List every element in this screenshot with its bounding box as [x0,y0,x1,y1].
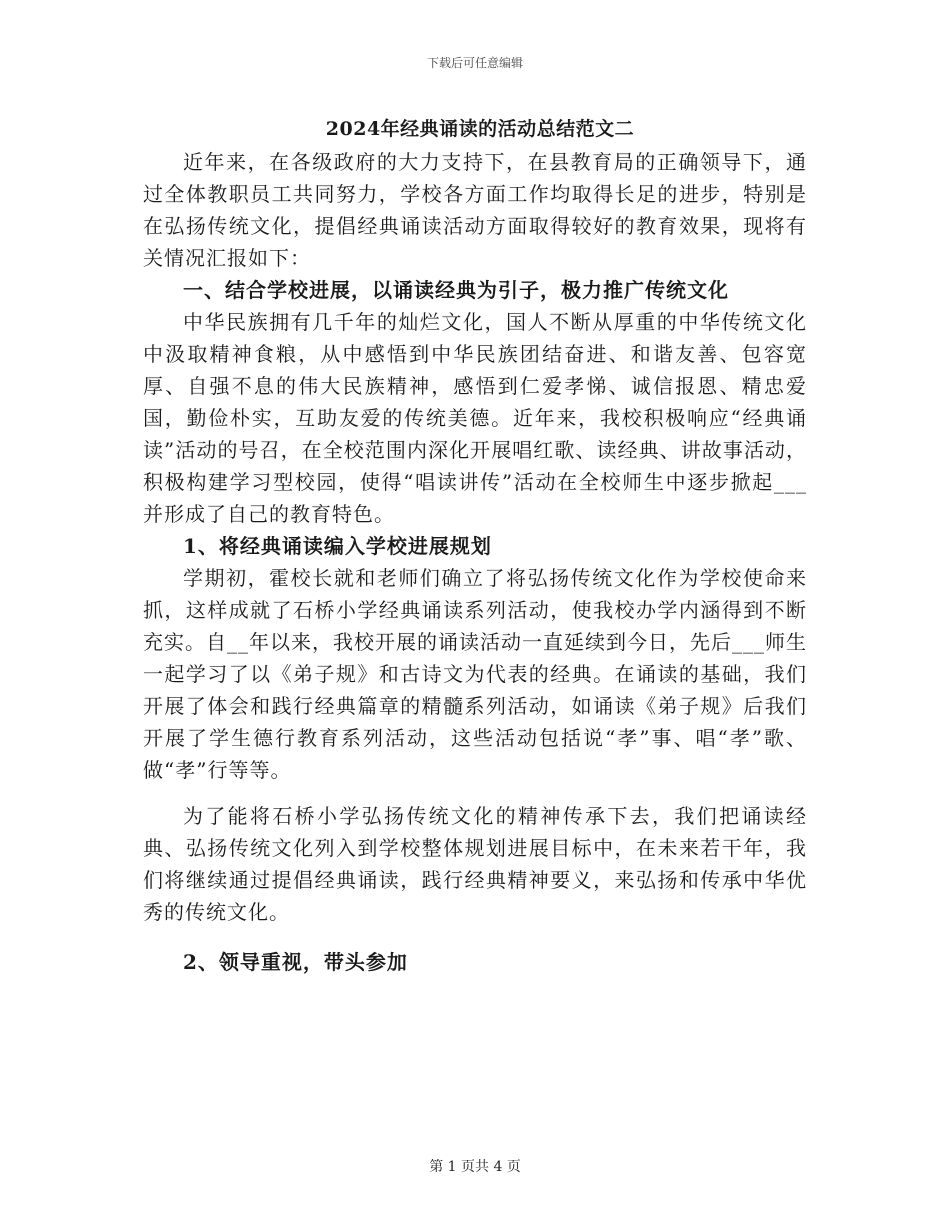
subsection-1-paragraph-1: 学期初，霍校长就和老师们确立了将弘扬传统文化作为学校使命来抓，这样成就了石桥小学经典诵读系列活动，使我校办学内涵得到不断充实。自__年以来，我校开展的诵读活动一直延续到今日，先后___师生一起学习了以《弟子规》和古诗文为代表的经典。在诵读的基础，我们开展了体会和践行经典篇章的精髓系列活动，如诵读《弟子规》后我们开展了学生德行教育系列活动，这些活动包括说“孝”事、唱“孝”歌、做“孝”行等等。 [143,566,807,782]
paragraph-spacer [143,928,807,946]
intro-paragraph: 近年来，在各级政府的大力支持下，在县教育局的正确领导下，通过全体教职员工共同努力，学校各方面工作均取得长足的进步，特别是在弘扬传统文化，提倡经典诵读活动方面取得较好的教育效果，现将有关情况汇报如下： [143,150,807,270]
subsection-1-heading: 1、将经典诵读编入学校进展规划 [183,534,492,558]
header-note: 下载后可任意编辑 [426,56,523,70]
paragraph-spacer [143,786,807,800]
section-1-paragraph: 中华民族拥有几千年的灿烂文化，国人不断从厚重的中华传统文化中汲取精神食粮，从中感悟到中华民族团结奋进、和谐友善、包容宽厚、自强不息的伟大民族精神，感悟到仁爱孝悌、诚信报恩、精忠爱国，勤俭朴实，互助友爱的传统美德。近年来，我校积极响应“经典诵读”活动的号召，在全校范围内深化开展唱红歌、读经典、讲故事活动，积极构建学习型校园，使得“唱读讲传”活动在全校师生中逐步掀起___并形成了自己的教育特色。 [143,310,807,526]
document-body [143,112,807,978]
subsection-1-paragraph-2: 为了能将石桥小学弘扬传统文化的精神传承下去，我们把诵读经典、弘扬传统文化列入到学校整体规划进展目标中，在未来若干年，我们将继续通过提倡经典诵读，践行经典精神要义，来弘扬和传承中华优秀的传统文化。 [143,804,807,924]
subsection-2-heading: 2、领导重视，带头参加 [183,950,408,974]
section-1-heading: 一、结合学校进展，以诵读经典为引子，极力推广传统文化 [183,278,729,302]
page-footer: 第 1 页共 4 页 [429,1159,521,1175]
document-title: 2024年经典诵读的活动总结范文二 [325,118,635,140]
